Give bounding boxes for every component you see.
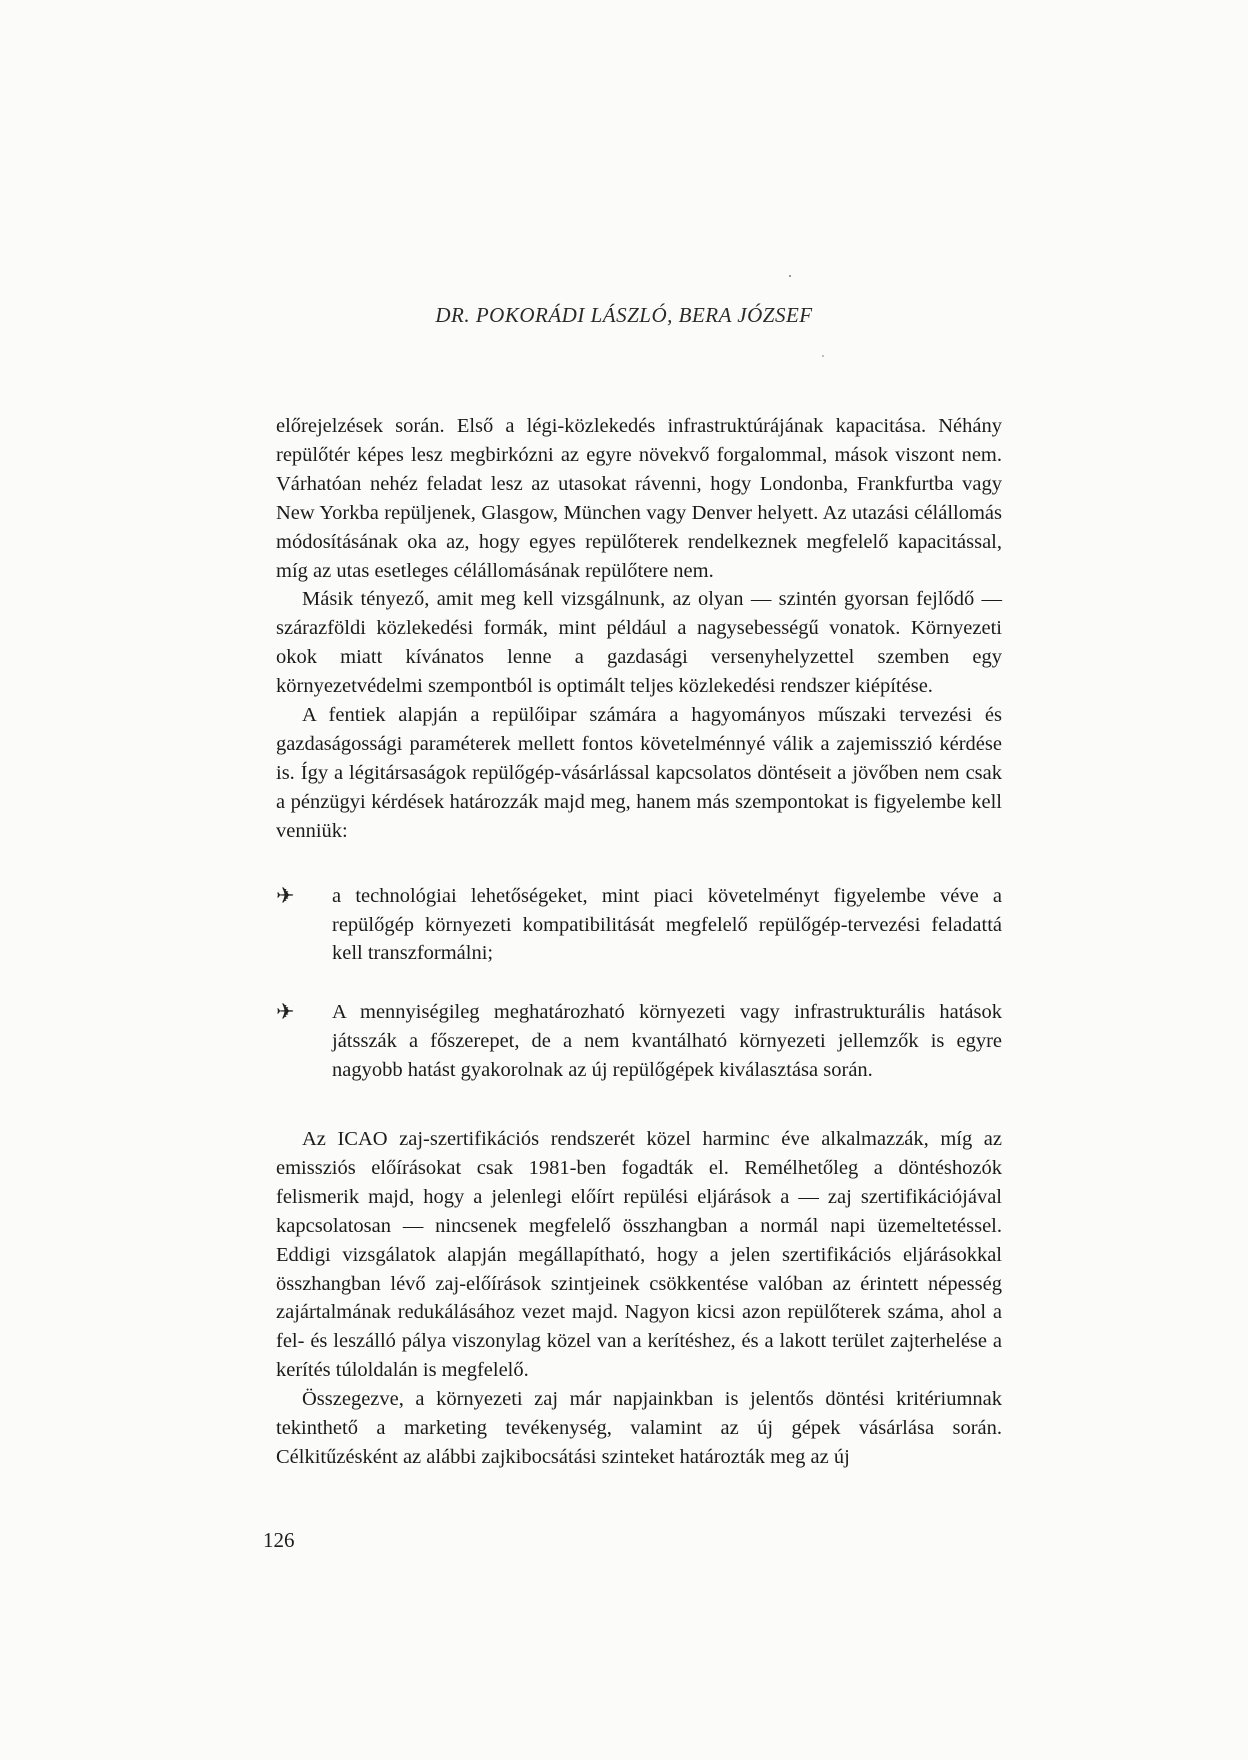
bullet-list [276,882,1002,1085]
paragraph: A fentiek alapján a repülőipar számára a hagyományos műszaki tervezési és gazdaságossági paraméterek mellett fontos követelménnyé válik a zajemisszió kérdése is. Így a légitársaságok repülőgép-vásárlással kapcsolatos döntéseit a jövőben nem csak a pénzügyi kérdések határozzák majd meg, hanem más szempontokat is figyelembe kell venniük: [276,704,1002,842]
scan-speck [822,355,824,357]
list-item [276,882,1002,969]
airplane-icon: ✈ [276,882,295,908]
list-item-text: a technológiai lehetőségeket, mint piaci követelményt figyelembe véve a repülőgép környezeti kompatibilitását megfelelő repülőgép-tervezési feladattá kell transzformálni; [332,884,1002,965]
closing-section [276,1125,1002,1472]
list-item-text: A mennyiségileg meghatározható környezeti vagy infrastrukturális hatások játsszák a főszerepet, de a nem kvantálható környezeti jellemzők is egyre nagyobb hatást gyakorolnak az új repülőgépek kiválasztása során. [332,1001,1002,1082]
paragraph: előrejelzések során. Első a légi-közlekedés infrastruktúrájának kapacitása. Néhány repülőtér képes lesz megbirkózni az egyre növekvő forgalommal, mások viszont nem. Várhatóan nehéz feladat lesz az utasokat rávenni, hogy Londonba, Frankfurtba vagy New Yorkba repüljenek, Glasgow, München vagy Denver helyett. Az utazási célállomás módosításának oka az, hogy egyes repülőterek rendelkeznek megfelelő kapacitással, míg az utas esetleges célállomásának repülőtere nem. [276,415,1002,582]
list-item [276,998,1002,1085]
body-text [276,412,1002,1472]
running-head: DR. POKORÁDI LÁSZLÓ, BERA JÓZSEF [435,303,813,327]
paragraph: Összegezve, a környezeti zaj már napjainkban is jelentős döntési kritériumnak tekinthető a marketing tevékenység, valamint az új gépek vásárlása során. Célkitűzésként az alábbi zajkibocsátási szinteket határozták meg az új [276,1388,1002,1468]
paragraph: Az ICAO zaj-szertifikációs rendszerét közel harminc éve alkalmazzák, míg az emissziós előírásokat csak 1981-ben fogadták el. Remélhetőleg a döntéshozók felismerik majd, hogy a jelenlegi előírt repülési eljárások a — zaj szertifikációjával kapcsolatosan — nincsenek megfelelő összhangban a normál napi üzemeltetéssel. Eddigi vizsgálatok alapján megállapítható, hogy a jelen szertifikációs eljárásokkal összhangban lévő zaj-előírások szintjeinek csökkentése valóban az érintett népesség zajártalmának redukálásához vezet majd. Nagyon kicsi azon repülőterek száma, ahol a fel- és leszálló pálya viszonylag közel van a kerítéshez, és a lakott terület zajterhelése a kerítés túloldalán is megfelelő. [276,1128,1002,1382]
scan-speck [789,275,791,277]
paragraph: Másik tényező, amit meg kell vizsgálnunk, az olyan — szintén gyorsan fejlődő — szárazföldi közlekedési formák, mint például a nagysebességű vonatok. Környezeti okok miatt kívánatos lenne a gazdasági versenyhelyzettel szemben egy környezetvédelmi szempontból is optimált teljes közlekedési rendszer kiépítése. [276,588,1002,698]
page-number: 126 [263,1528,295,1552]
airplane-icon: ✈ [276,999,295,1025]
